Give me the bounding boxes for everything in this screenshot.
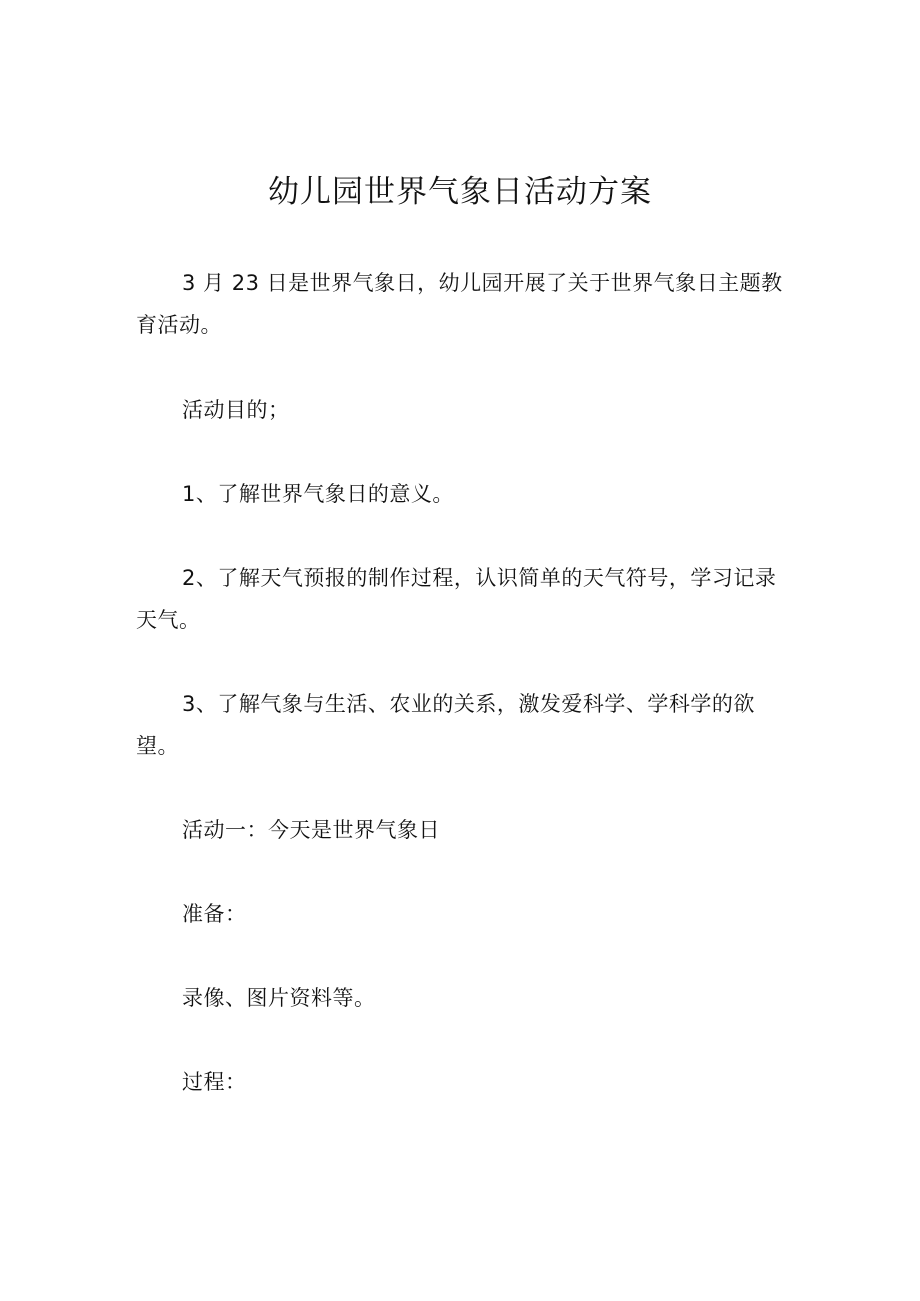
intro-paragraph: 3 月 23 日是世界气象日，幼儿园开展了关于世界气象日主题教育活动。 (136, 271, 783, 337)
materials-paragraph: 录像、图片资料等。 (182, 986, 376, 1010)
goal-item-3: 3、了解气象与生活、农业的关系，激发爱科学、学科学的欲望。 (136, 692, 755, 758)
activity-1-heading: 活动一：今天是世界气象日 (182, 818, 440, 842)
document-title: 幼儿园世界气象日活动方案 (268, 174, 652, 210)
goal-item-1: 1、了解世界气象日的意义。 (182, 482, 454, 506)
goal-heading: 活动目的； (182, 398, 290, 422)
process-heading: 过程： (182, 1070, 247, 1094)
goal-item-2: 2、了解天气预报的制作过程，认识简单的天气符号，学习记录天气。 (136, 566, 777, 632)
preparation-heading: 准备： (182, 902, 247, 926)
